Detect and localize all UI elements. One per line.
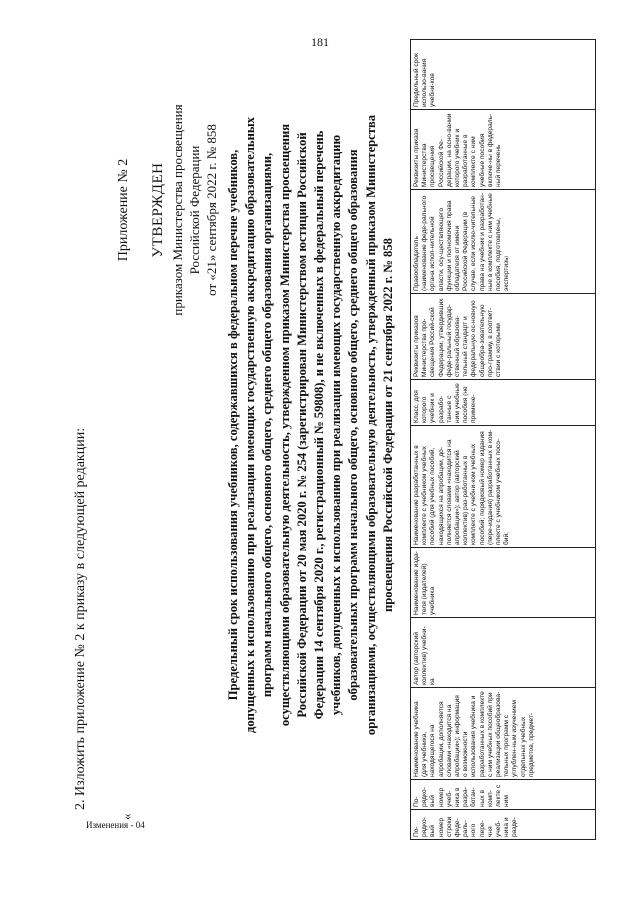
column-header: Наименование разработанных в комплекте с учебником учебных пособий (для учебных пособий, находящихся на апробации, до-полняется словами «находится на апробации»); автор (авторский коллектив) раз-работанных в комплекте с учебни-ком учебных пособий; порядковый номер издания (пере-издания) разработанных в ком-плекте с учебником учебных посо-бий;: [411, 426, 596, 548]
column-header: Автор (авторский коллектив) учебни-ка: [411, 618, 596, 688]
column-header: Реквизиты приказов Министерства про-свещения Россий-ской Федерации, утвердивших феде-ральный государ-ственный образова-тельный стандарт и федеральную ос-новную общеобра-зовательную про-грамму, в соответ-ствии с которыми: [411, 294, 596, 380]
rotated-document-body: [55, 40, 595, 880]
page-number: 181: [311, 35, 329, 49]
approval-block: [115, 60, 220, 360]
column-header: Предельный срок использо-вания учебни-ков: [411, 40, 596, 110]
title-line: Российской Федерации от 20 мая 2020 г. № 254 (зарегистрирован Министерством юстиции Российской: [294, 132, 309, 718]
title-line: Федерации 14 сентября 2020 г., регистрационный № 59808), и не включенных в федеральный перечень: [312, 130, 327, 720]
column-header: Наименование учебника (для учебника, находящегося на апробации, дополняется словами «находится на апробации»); информация о возможности использования учебника и разработанных в комплекте с ним учебных пособий при реализации общеобразова-тельных программ с углублен-ным изучением отдельных учебных предметов, предмет-: [411, 688, 596, 780]
title-line: Предельный срок использования учебников, содержавшихся в федеральном перечне учебников,: [226, 149, 240, 701]
title-line: учебников, допущенных к использованию при реализации имеющих государственную аккредитацию: [329, 134, 344, 716]
title-line: образовательных программ начального общего, основного общего, среднего общего образования: [346, 149, 361, 701]
instruction-text: 2. Изложить приложение № 2 к приказу в следующей редакции:: [73, 427, 88, 810]
column-header: Наименование изда-теля (издателей) учебника: [411, 548, 596, 618]
approval-line-3: от «21» сентября 2022 г. № 858: [204, 124, 219, 296]
table-header-row: [411, 40, 596, 840]
title-line: просвещения Российской Федерации от 21 сентября 2022 г. № 858: [380, 238, 395, 612]
document-title: [225, 30, 397, 820]
title-line: программ начального общего, основного общего, среднего общего образования организациями,: [260, 152, 275, 698]
column-header: По-рядко-вый номер учеб-ника в разра-ботан-ных в комп-лекте с ним: [411, 780, 596, 810]
approval-line-2: Российской Федерации: [187, 145, 202, 275]
title-line: допущенных к использованию при реализации имеющих государственную аккредитацию образовательных: [243, 117, 258, 733]
approval-line-1: приказом Министерства просвещения: [170, 104, 185, 316]
approved-heading: УТВЕРЖДЕН: [150, 162, 166, 258]
opening-quote: «: [119, 813, 134, 820]
textbook-table: [410, 40, 596, 840]
column-header: Класс, для которого учебник и разрабо-танные с ним учебные пособия (не примене-: [411, 380, 596, 426]
page-footer: Изменения - 04: [86, 820, 145, 830]
appendix-number: Приложение № 2: [116, 158, 131, 262]
column-header: Реквизиты приказа Министерства просвещения Российской Фе-дерации, на осно-вании которого учебник и разработанные в комплекте с ним учебные пособия включе-ны в федераль-ный перечень: [411, 110, 596, 190]
column-header: Правообладатель (наименование феде-рального органа испол-нительной власти, осу-ществляющего функции и полномочия права обладателя от имени Российской Федерации (в случае, если исклю-чительные права на учебник и разработан-ные в комплекте с ним учебные пособия, подготовлены, экспертизы: [411, 190, 596, 294]
title-line: организациями, осуществляющими образовательную деятельность, утвержденный приказом Министерства: [363, 114, 378, 736]
column-header: По-рядко-вый номер строки феде-раль-ного пере-чня учеб-ника и разде-: [411, 810, 596, 840]
title-line: осуществляющими образовательную деятельность, утвержденном приказом Министерства просвещения: [277, 123, 292, 727]
